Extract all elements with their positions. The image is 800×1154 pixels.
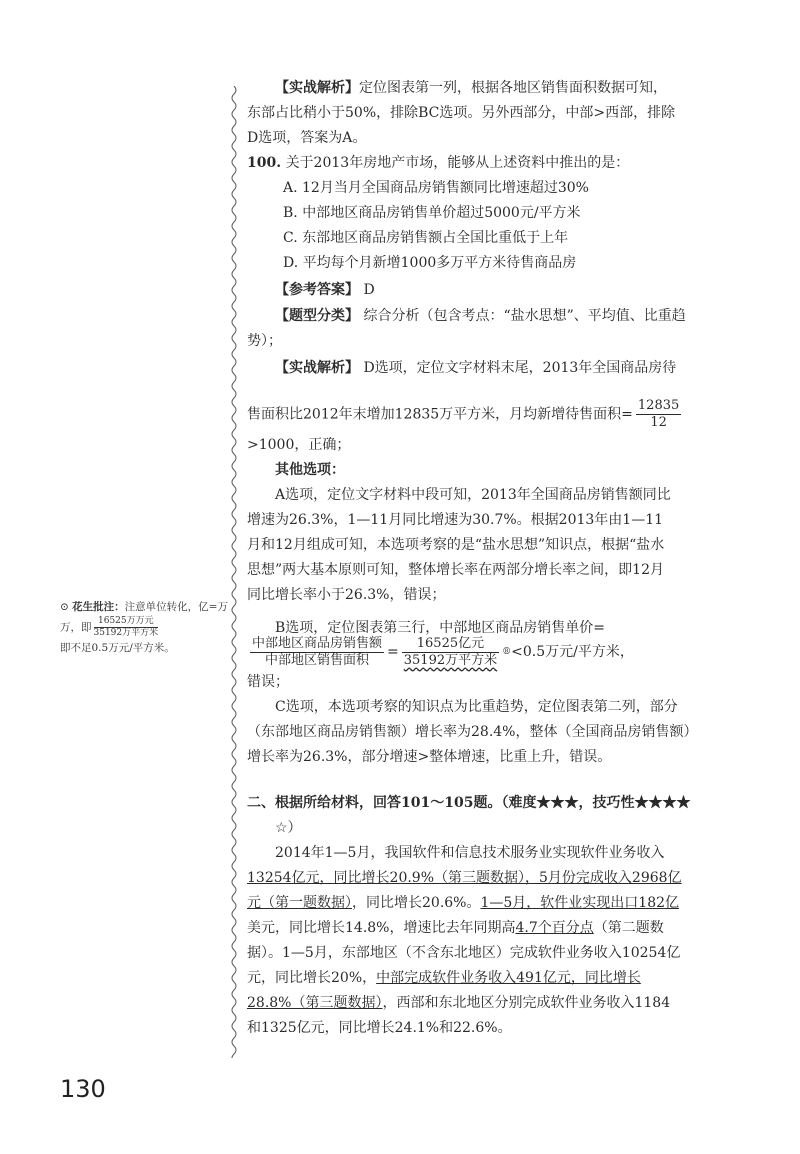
option-c: C. 东部地区商品房销售额占全国比重低于上年: [283, 230, 569, 246]
price-fraction-values: $\frac{\text{16525亿元}}{\text{35192万平方米}}$: [403, 635, 498, 668]
material-line-7: 28.8%（第三题数据），西部和东北地区分别完成软件业务收入1184: [247, 995, 671, 1011]
option-a-analysis-5: 同比增长率小于26.3%，错误；: [247, 587, 446, 603]
material-line-3: 元（第一题数据），同比增长20.6%。1—5月，软件业实现出口182亿: [247, 895, 680, 911]
option-a-analysis-2: 增速为26.3%，1—11月同比增速为30.7%。根据2013年由1—11: [247, 512, 664, 528]
option-b: B. 中部地区商品房销售单价超过5000元/平方米: [283, 205, 581, 221]
ref-marker-icon: ®: [502, 647, 512, 657]
option-c-analysis-2: （东部地区商品房销售额）增长率为28.4%，整体（全国商品房销售额）: [247, 724, 698, 740]
avg-fraction: $\frac{12835}{12}$: [637, 398, 680, 428]
material-line-4: 美元，同比增长14.8%，增速比去年同期高4.7个百分点（第二题数: [247, 920, 664, 936]
note-label: 花生批注：: [72, 601, 125, 613]
margin-wavy-divider: [229, 86, 239, 1058]
option-a-analysis-3: 月和12月组成可知，本选项考察的是“盐水思想”知识点，根据“盐水: [247, 537, 665, 553]
material-line-1: 2014年1—5月，我国软件和信息技术服务业实现软件业务收入: [275, 845, 665, 861]
option-a-analysis-4: 思想”两大基本原则可知，整体增长率在两部分增长率之间，即12月: [247, 562, 664, 578]
analysis-99-line-1: 【实战解析】定位图表第一列，根据各地区销售面积数据可知，: [275, 80, 667, 96]
material-line-2: 13254亿元，同比增长20.9%（第三题数据），5月份完成收入2968亿: [247, 870, 682, 886]
material-line-6: 元，同比增长20%，中部完成软件业务收入491亿元，同比增长: [247, 970, 641, 986]
analysis-100-line-3: >1000，正确；: [247, 437, 351, 453]
page-number: 130: [60, 1075, 106, 1103]
note-bullet-icon: ⊙: [60, 601, 69, 613]
margin-annotation: [60, 598, 228, 657]
note-text-after: 即不足0.5万元/平方米。: [60, 642, 175, 654]
question-type-line-2: 势）；: [247, 333, 282, 349]
option-d: D. 平均每个月新增1000多万平方米待售商品房: [283, 255, 577, 271]
option-b-analysis-1: B选项，定位图表第三行，中部地区商品房销售单价=: [275, 620, 606, 636]
analysis-99-line-3: D选项，答案为A。: [247, 130, 367, 146]
option-b-analysis-3: 错误；: [247, 674, 289, 690]
option-c-analysis-3: 增长率为26.3%，部分增速>整体增速，比重上升，错误。: [247, 749, 612, 765]
option-a: A. 12月当月全国商品房销售额同比增速超过30%: [283, 180, 589, 196]
section-2-title-cont: ☆）: [275, 820, 302, 836]
other-options-heading: 其他选项：: [275, 462, 345, 478]
section-2-title: 二、根据所给材料，回答101～105题。（难度★★★，技巧性★★★★: [247, 795, 691, 811]
question-type-line-1: 【题型分类】 综合分析（包含考点：“盐水思想”、平均值、比重趋: [275, 308, 686, 324]
note-fraction: 16525万万元 35192万平方米: [93, 616, 159, 638]
note-text-before: 注意单位转化，亿=万万，即: [60, 601, 228, 634]
material-line-5: 据）。1—5月，东部地区（不含东北地区）完成软件业务收入10254亿: [247, 945, 681, 961]
question-100-stem: 100. 关于2013年房地产市场，能够从上述资料中推出的是：: [247, 155, 630, 171]
analysis-99-line-2: 东部占比稍小于50%，排除BC选项。另外西部分，中部>西部，排除: [247, 105, 676, 121]
material-line-8: 和1325亿元，同比增长24.1%和22.6%。: [247, 1020, 512, 1036]
price-fraction-formula: $\frac{\text{中部地区商品房销售额}}{\text{中部地区销售面积}}$: [252, 635, 383, 668]
option-c-analysis-1: C选项，本选项考察的知识点为比重趋势，定位图表第二列，部分: [275, 699, 678, 715]
option-a-analysis-1: A选项，定位文字材料中段可知，2013年全国商品房销售额同比: [275, 487, 671, 503]
reference-answer: 【参考答案】 D: [275, 282, 375, 298]
analysis-100-line-1: 【实战解析】 D选项，定位文字材料末尾，2013年全国商品房待: [275, 360, 677, 376]
option-b-analysis-2: $\frac{\text{中部地区商品房销售额}}{\text{中部地区销售面积}}$ = $\frac{\text{16525亿元}}{\text{35192万平方米}}$ ®<0.5万元/平方米，: [252, 635, 634, 668]
analysis-100-line-2: 售面积比2012年末增加12835万平方米，月均新增待售面积= $\frac{12835}{12}$: [247, 398, 747, 428]
